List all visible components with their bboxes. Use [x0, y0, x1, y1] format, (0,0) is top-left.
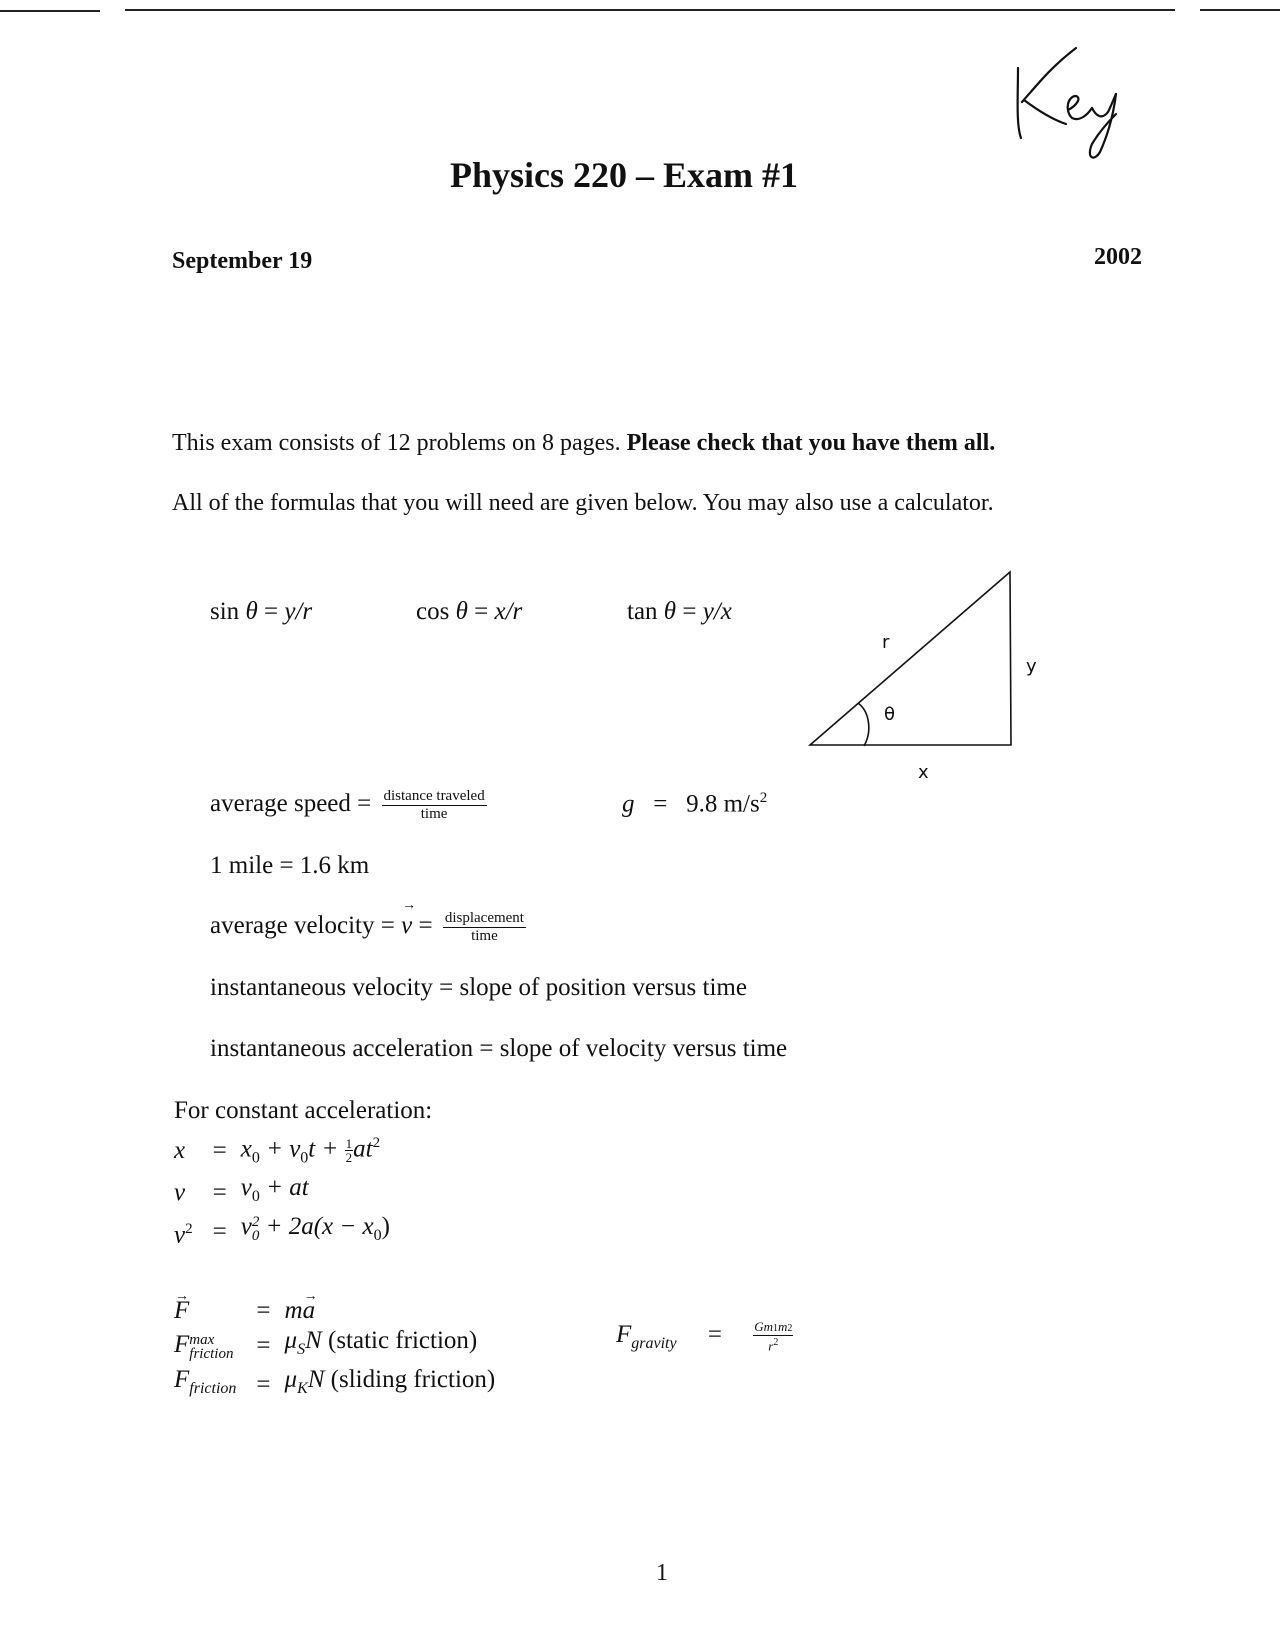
- inst-velocity-label: instantaneous velocity: [210, 974, 433, 1001]
- equation-row: [174, 1296, 501, 1326]
- subscript: 0: [251, 1227, 260, 1244]
- mile-rhs: 1.6 km: [299, 852, 370, 879]
- equation-row: [174, 1365, 501, 1404]
- cos-rhs: x/r: [494, 598, 523, 625]
- subscript: friction: [189, 1345, 234, 1362]
- eq-term: + 2a(x − x: [265, 1213, 374, 1241]
- equals-sign: =: [212, 1136, 227, 1164]
- one-half-fraction: [345, 1137, 354, 1164]
- sliding-friction-desc: (sliding friction): [330, 1366, 496, 1393]
- cos-formula: [416, 598, 522, 626]
- avg-velocity-fraction: [443, 910, 526, 945]
- eq-lhs: x: [174, 1136, 186, 1164]
- eq-term: v: [240, 1213, 252, 1241]
- superscript: 2: [185, 1220, 193, 1237]
- equals-sign: =: [256, 1370, 271, 1398]
- inst-velocity-rhs: slope of position versus time: [459, 974, 747, 1001]
- eq-term: + v: [266, 1135, 301, 1163]
- theta-symbol: θ: [663, 598, 677, 625]
- force-equations: [174, 1296, 501, 1404]
- label-r: r: [882, 632, 890, 653]
- grav-num-part: m: [778, 1319, 788, 1334]
- fraction-denominator: time: [420, 806, 448, 822]
- const-accel-heading: For constant acceleration:: [174, 1097, 433, 1124]
- gravity-fraction: [753, 1320, 793, 1352]
- subscript: friction: [189, 1380, 237, 1397]
- equals-sign: =: [653, 790, 668, 818]
- top-rule-center: [125, 9, 1175, 11]
- subscript: K: [297, 1380, 308, 1397]
- label-theta: θ: [884, 704, 896, 725]
- sub-superscript: [252, 1215, 260, 1243]
- sin-formula: [210, 598, 312, 626]
- mile-lhs: 1 mile: [210, 852, 274, 879]
- eq-lhs: v: [174, 1220, 186, 1248]
- equals-sign: =: [212, 1217, 227, 1245]
- superscript: 2: [251, 1213, 260, 1230]
- subscript: 0: [251, 1188, 260, 1206]
- label-x: x: [918, 762, 929, 783]
- equation-row: [174, 1173, 396, 1212]
- equals-sign: =: [479, 1035, 494, 1062]
- equals-sign: =: [256, 1297, 271, 1324]
- grav-num-part: Gm: [754, 1319, 773, 1334]
- page-number: 1: [656, 1560, 668, 1586]
- label-y: y: [1026, 656, 1037, 677]
- mu-symbol: μ: [284, 1327, 298, 1354]
- subscript: 0: [300, 1149, 309, 1167]
- friction-sub-sup: [189, 1333, 233, 1361]
- eq-lhs: v: [174, 1178, 186, 1206]
- inst-velocity-formula: [210, 974, 747, 1002]
- tan-formula: [627, 598, 732, 626]
- inst-acceleration-label: instantaneous acceleration: [210, 1035, 474, 1062]
- page-title: Physics 220 – Exam #1: [450, 155, 799, 195]
- intro-text: This exam consists of 12 problems on 8 pages.: [172, 430, 621, 456]
- equation-row: [174, 1326, 501, 1365]
- fraction-denominator: time: [471, 928, 498, 944]
- gravity-force-formula: [616, 1320, 793, 1353]
- avg-velocity-label: average velocity: [210, 912, 375, 940]
- equals-sign: =: [279, 852, 294, 879]
- avg-speed-fraction: [382, 788, 487, 823]
- equals-sign: =: [474, 598, 489, 625]
- velocity-vector-symbol: v →: [401, 912, 412, 940]
- normal-force-symbol: N: [305, 1327, 322, 1354]
- fraction-numerator: 1: [345, 1136, 353, 1152]
- equals-sign: =: [682, 598, 697, 625]
- eq-term: at: [353, 1135, 373, 1163]
- friction-force-symbol: F: [174, 1331, 190, 1359]
- theta-symbol: θ: [245, 598, 258, 625]
- close-paren: ): [381, 1213, 390, 1241]
- equals-sign: =: [439, 974, 454, 1001]
- mass-symbol: m: [284, 1297, 303, 1324]
- sin-rhs: y/r: [284, 598, 313, 625]
- theta-symbol: θ: [455, 598, 468, 625]
- right-triangle-diagram: [800, 560, 1060, 783]
- equals-sign: =: [256, 1331, 271, 1359]
- theta-arc: [858, 703, 869, 746]
- equals-sign: =: [707, 1320, 722, 1348]
- eq-term: + at: [266, 1174, 309, 1202]
- avg-speed-label: average speed: [210, 790, 351, 818]
- fraction-denominator: [753, 1336, 793, 1352]
- exam-year: 2002: [1094, 244, 1142, 270]
- subscript: 1: [773, 1323, 778, 1334]
- intro-check-note: Please check that you have them all.: [626, 430, 996, 456]
- fraction-denominator: 2: [345, 1150, 353, 1166]
- g-value: 9.8 m/s: [686, 790, 760, 818]
- superscript: 2: [372, 1135, 381, 1151]
- fraction-numerator: [753, 1320, 793, 1336]
- equals-sign: =: [263, 598, 279, 625]
- eq-term: v: [240, 1174, 252, 1202]
- superscript: 2: [773, 1337, 779, 1348]
- const-accel-equations: [174, 1128, 396, 1251]
- normal-force-symbol: N: [307, 1366, 325, 1393]
- force-vector-symbol: F →: [174, 1296, 189, 1326]
- subscript: S: [297, 1341, 306, 1358]
- equation-row: [174, 1128, 396, 1173]
- subscript: 0: [373, 1227, 382, 1245]
- static-friction-desc: (static friction): [328, 1327, 478, 1354]
- mile-conversion: [210, 852, 369, 880]
- g-exponent: 2: [759, 790, 768, 806]
- fraction-numerator: distance traveled: [383, 788, 485, 804]
- equation-row: [174, 1212, 396, 1251]
- top-rule-right: [1200, 9, 1280, 11]
- triangle-shape: [810, 572, 1011, 745]
- tan-fn: tan: [627, 598, 658, 625]
- eq-term: t +: [308, 1135, 339, 1163]
- g-symbol: g: [622, 790, 635, 818]
- mu-symbol: μ: [284, 1366, 298, 1393]
- subscript: 2: [787, 1323, 793, 1334]
- avg-speed-formula: [210, 788, 491, 823]
- fraction-numerator: displacement: [444, 910, 524, 926]
- eq-term: x: [240, 1135, 252, 1163]
- top-rule-left: [0, 10, 100, 12]
- gravity-force-symbol: F: [616, 1320, 632, 1348]
- avg-velocity-formula: [210, 910, 530, 945]
- intro-line-1: [172, 430, 995, 457]
- friction-force-symbol: F: [174, 1366, 190, 1393]
- inst-acceleration-rhs: slope of velocity versus time: [499, 1035, 788, 1062]
- equals-sign: =: [380, 912, 395, 940]
- equals-sign: =: [357, 790, 372, 818]
- inst-acceleration-formula: [210, 1035, 787, 1063]
- handwritten-key: [1010, 40, 1170, 170]
- cos-fn: cos: [416, 598, 450, 625]
- tan-rhs: y/x: [702, 598, 732, 625]
- gravity-constant: [622, 790, 767, 818]
- exam-date: September 19: [172, 248, 313, 274]
- subscript: 0: [251, 1149, 260, 1167]
- sin-fn: sin: [210, 598, 240, 625]
- equals-sign: =: [418, 912, 433, 940]
- subscript: gravity: [631, 1334, 677, 1352]
- intro-line-2: All of the formulas that you will need are given below. You may also use a calculator.: [172, 490, 994, 516]
- superscript: max: [189, 1331, 215, 1348]
- equals-sign: =: [212, 1178, 227, 1206]
- grav-den-part: r: [768, 1338, 774, 1354]
- acceleration-vector-a: a →: [303, 1296, 316, 1326]
